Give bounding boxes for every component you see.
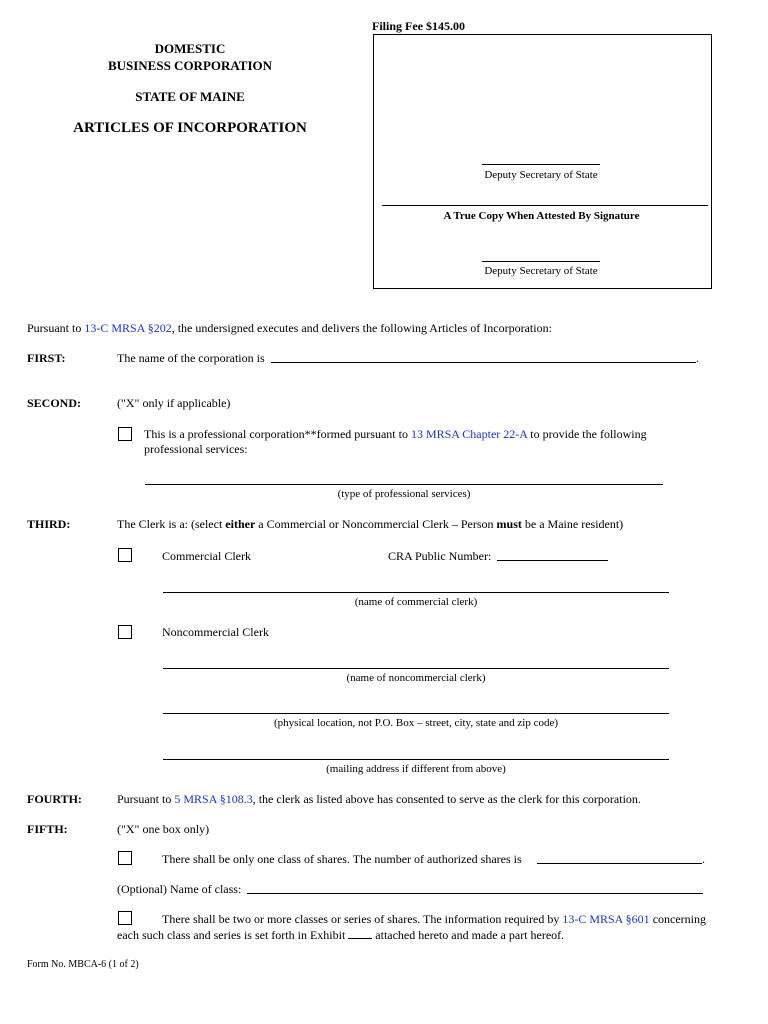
optional-class-name-label: (Optional) Name of class: xyxy=(117,882,242,896)
commercial-clerk-caption: (name of commercial clerk) xyxy=(354,596,478,608)
signature-line-1 xyxy=(482,164,600,165)
noncommercial-clerk-name-field[interactable] xyxy=(163,668,669,669)
commercial-clerk-name-field[interactable] xyxy=(163,592,669,593)
mailing-address-field[interactable] xyxy=(163,759,669,760)
one-class-text: There shall be only one class of shares. The number of authorized shares is xyxy=(162,852,522,866)
professional-services-caption: (type of professional services) xyxy=(337,488,471,500)
commercial-clerk-label: Commercial Clerk xyxy=(162,549,251,563)
professional-services-field[interactable] xyxy=(145,484,663,485)
intro-paragraph: Pursuant to 13-C MRSA §202, the undersigned executes and delivers the following Articles of Incorporation: xyxy=(27,321,552,335)
deputy-label-2: Deputy Secretary of State xyxy=(484,265,598,277)
physical-location-field[interactable] xyxy=(163,713,669,714)
fourth-text: Pursuant to 5 MRSA §108.3, the clerk as listed above has consented to serve as the clerk for this corporation. xyxy=(117,792,641,806)
class-name-field[interactable] xyxy=(247,893,703,894)
multiple-classes-line2: each such class and series is set forth in Exhibit attached hereto and made a part hereof. xyxy=(117,928,565,942)
form-number: Form No. MBCA-6 (1 of 2) xyxy=(27,959,139,970)
filing-fee: Filing Fee $145.00 xyxy=(372,19,465,33)
noncommercial-clerk-label: Noncommercial Clerk xyxy=(162,625,269,639)
third-intro: The Clerk is a: (select either a Commercial or Noncommercial Clerk – Person must be a Maine resident) xyxy=(117,517,624,531)
multiple-classes-checkbox[interactable] xyxy=(118,911,132,925)
first-period: . xyxy=(696,351,699,365)
multiple-classes-text: There shall be two or more classes or series of shares. The information required by 13-C MRSA §601 concerning xyxy=(162,912,706,926)
cra-number-field[interactable] xyxy=(497,560,608,561)
signature-line-2 xyxy=(482,261,600,262)
second-note: ("X" only if applicable) xyxy=(117,396,231,410)
deputy-label-1: Deputy Secretary of State xyxy=(484,169,598,181)
header-business-corporation: BUSINESS CORPORATION xyxy=(107,58,273,73)
statute-link-13c-601[interactable]: 13-C MRSA §601 xyxy=(562,912,650,926)
one-class-period: . xyxy=(702,852,705,866)
statute-link-13-chapter-22a[interactable]: 13 MRSA Chapter 22-A xyxy=(410,427,528,441)
professional-corporation-text: This is a professional corporation**formed pursuant to 13 MRSA Chapter 22-A to provide the following xyxy=(144,427,647,441)
exhibit-field[interactable] xyxy=(348,928,372,939)
noncommercial-clerk-caption: (name of noncommercial clerk) xyxy=(346,672,486,684)
one-class-checkbox[interactable] xyxy=(118,851,132,865)
cra-number-label: CRA Public Number: xyxy=(388,549,492,563)
first-text: The name of the corporation is xyxy=(117,351,265,365)
corporation-name-field[interactable] xyxy=(271,362,696,363)
professional-corporation-checkbox[interactable] xyxy=(118,427,132,441)
true-copy-label: A True Copy When Attested By Signature xyxy=(443,210,640,222)
header-domestic: DOMESTIC xyxy=(154,41,226,56)
mailing-address-caption: (mailing address if different from above) xyxy=(326,763,506,775)
fourth-heading: FOURTH: xyxy=(27,792,82,806)
filing-stamp-box xyxy=(373,34,712,289)
stamp-divider xyxy=(382,205,708,206)
statute-link-13c-202[interactable]: 13-C MRSA §202 xyxy=(84,321,172,335)
fifth-note: ("X" one box only) xyxy=(117,822,210,836)
third-heading: THIRD: xyxy=(27,517,71,531)
page-title: ARTICLES OF INCORPORATION xyxy=(73,120,307,136)
fifth-heading: FIFTH: xyxy=(27,822,68,836)
professional-services-label: professional services: xyxy=(144,442,248,456)
header-state: STATE OF MAINE xyxy=(135,89,245,104)
authorized-shares-field[interactable] xyxy=(537,863,702,864)
physical-location-caption: (physical location, not P.O. Box – street, city, state and zip code) xyxy=(274,717,558,729)
first-heading: FIRST: xyxy=(27,351,66,365)
commercial-clerk-checkbox[interactable] xyxy=(118,548,132,562)
second-heading: SECOND: xyxy=(27,396,82,410)
statute-link-5-108-3[interactable]: 5 MRSA §108.3 xyxy=(174,792,253,806)
noncommercial-clerk-checkbox[interactable] xyxy=(118,625,132,639)
